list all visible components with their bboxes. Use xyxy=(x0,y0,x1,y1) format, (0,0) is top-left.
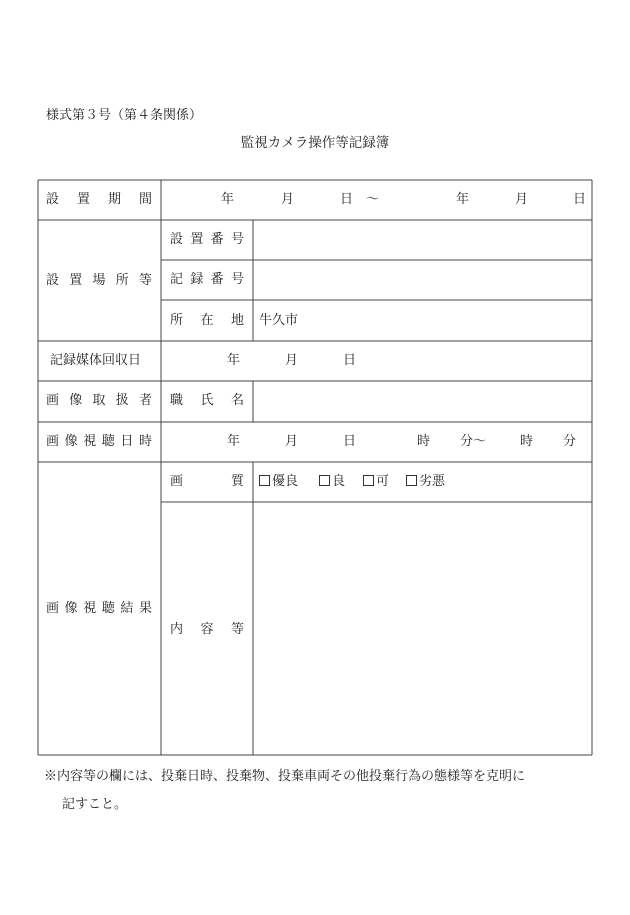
install-number-field[interactable] xyxy=(254,221,591,259)
media-year-unit: 年 xyxy=(227,353,241,368)
media-collection-label: 記録媒体回収日 xyxy=(50,353,142,368)
media-day-unit: 日 xyxy=(343,353,357,368)
period-start-month-unit: 月 xyxy=(281,192,295,207)
period-end-year-unit: 年 xyxy=(456,192,470,207)
note-line-1: ※内容等の欄には、投棄日時、投棄物、投棄車両その他投棄行為の態様等を克明に xyxy=(44,769,526,784)
record-number-field[interactable] xyxy=(254,261,591,299)
quality-option-label: 可 xyxy=(376,474,390,489)
viewing-day-unit: 日 xyxy=(343,434,357,449)
name-title-field[interactable] xyxy=(254,382,591,421)
install-number-label: 設 置 番 号 xyxy=(170,232,244,247)
period-label: 設 置 期 間 xyxy=(46,192,152,207)
period-start-day-unit: 日 xyxy=(340,192,354,207)
note-line-2: 記すこと。 xyxy=(62,797,128,812)
viewing-datetime-label: 画 像 視 聴 日 時 xyxy=(46,434,152,449)
checkbox-icon[interactable] xyxy=(406,475,417,486)
period-start-year-unit: 年 xyxy=(221,192,235,207)
quality-label: 画 質 xyxy=(170,474,244,489)
form-number: 様式第３号（第４条関係） xyxy=(46,108,203,123)
checkbox-icon[interactable] xyxy=(259,475,270,486)
content-field[interactable] xyxy=(254,503,591,754)
address-label: 所 在 地 xyxy=(170,313,244,328)
location-label: 設 置 場 所 等 xyxy=(46,273,152,288)
form-title: 監視カメラ操作等記録簿 xyxy=(240,135,390,151)
handler-label: 画 像 取 扱 者 xyxy=(46,393,152,408)
address-value[interactable]: 牛久市 xyxy=(259,313,299,328)
viewing-hour-end-unit: 時 xyxy=(520,434,534,449)
viewing-minute-start-unit: 分～ xyxy=(460,434,487,449)
quality-option-fair[interactable] xyxy=(363,470,389,489)
checkbox-icon[interactable] xyxy=(363,475,374,486)
period-end-month-unit: 月 xyxy=(515,192,529,207)
quality-option-excellent[interactable] xyxy=(259,470,298,489)
quality-option-label: 劣悪 xyxy=(419,474,446,489)
quality-option-label: 優良 xyxy=(272,474,299,489)
record-number-label: 記 録 番 号 xyxy=(170,272,244,287)
viewing-result-label: 画 像 視 聴 結 果 xyxy=(46,601,152,616)
quality-option-poor[interactable] xyxy=(406,470,445,489)
media-month-unit: 月 xyxy=(285,353,299,368)
viewing-hour-start-unit: 時 xyxy=(417,434,431,449)
viewing-minute-end-unit: 分 xyxy=(563,434,577,449)
viewing-month-unit: 月 xyxy=(285,434,299,449)
quality-option-label: 良 xyxy=(332,474,346,489)
viewing-year-unit: 年 xyxy=(227,434,241,449)
period-end-day-unit: 日 xyxy=(573,192,587,207)
period-tilde: ～ xyxy=(366,192,380,207)
content-label: 内 容 等 xyxy=(170,622,244,637)
quality-option-good[interactable] xyxy=(319,470,345,489)
checkbox-icon[interactable] xyxy=(319,475,330,486)
name-title-label: 職 氏 名 xyxy=(170,393,244,408)
